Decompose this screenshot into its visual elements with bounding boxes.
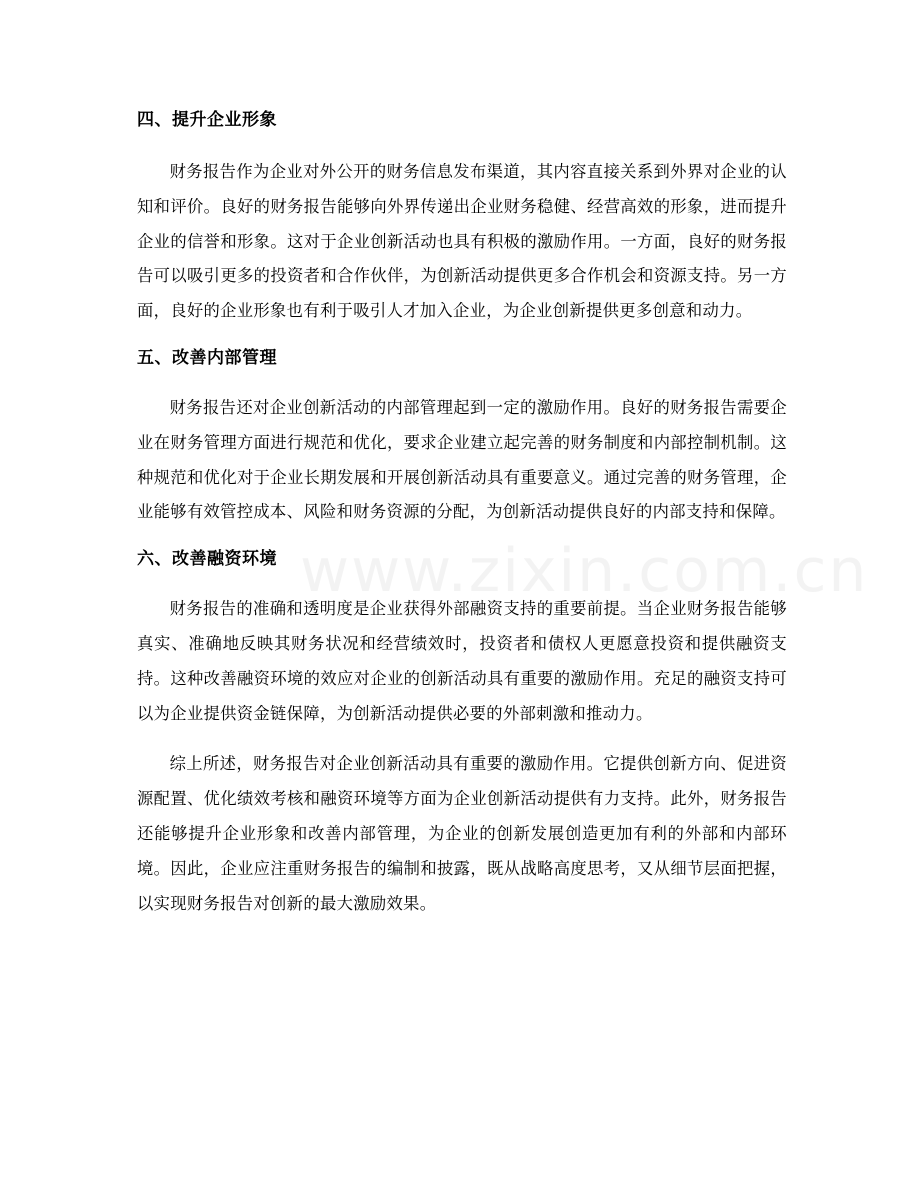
section-heading-5: 五、改善内部管理 (137, 347, 277, 368)
section-6-paragraph: 财务报告的准确和透明度是企业获得外部融资支持的重要前提。当企业财务报告能够真实、准确地反映其财务状况和经营绩效时，投资者和债权人更愿意投资和提供融资支持。这种改善融资环境的效应对企业的创新活动具有重要的激励作用。充足的融资支持可以为企业提供资金链保障，为创新活动提供必要的外部刺激和推动力。 (137, 599, 787, 723)
watermark-text: www.zixin.com.cn (300, 536, 869, 606)
section-heading-4: 四、提升企业形象 (137, 110, 277, 130)
document-body (137, 103, 787, 921)
conclusion-paragraph: 综上所述，财务报告对企业创新活动具有重要的激励作用。它提供创新方向、促进资源配置、优化绩效考核和融资环境等方面为企业创新活动提供有力支持。此外，财务报告还能够提升企业形象和改善内部管理，为企业的创新发展创造更加有利的外部和内部环境。因此，企业应注重财务报告的编制和披露，既从战略高度思考，又从细节层面把握，以实现财务报告对创新的最大激励效果。 (137, 754, 787, 913)
section-4-paragraph: 财务报告作为企业对外公开的财务信息发布渠道，其内容直接关系到外界对企业的认知和评价。良好的财务报告能够向外界传递出企业财务稳健、经营高效的形象，进而提升企业的信誉和形象。这对于企业创新活动也具有积极的激励作用。一方面，良好的财务报告可以吸引更多的投资者和合作伙伴，为创新活动提供更多合作机会和资源支持。另一方面，良好的企业形象也有利于吸引人才加入企业，为企业创新提供更多创意和动力。 (137, 162, 787, 321)
section-5-paragraph: 财务报告还对企业创新活动的内部管理起到一定的激励作用。良好的财务报告需要企业在财务管理方面进行规范和优化，要求企业建立起完善的财务制度和内部控制机制。这种规范和优化对于企业长期发展和开展创新活动具有重要意义。通过完善的财务管理，企业能够有效管控成本、风险和财务资源的分配，为创新活动提供良好的内部支持和保障。 (137, 397, 787, 522)
section-heading-6: 六、改善融资环境 (137, 549, 277, 570)
